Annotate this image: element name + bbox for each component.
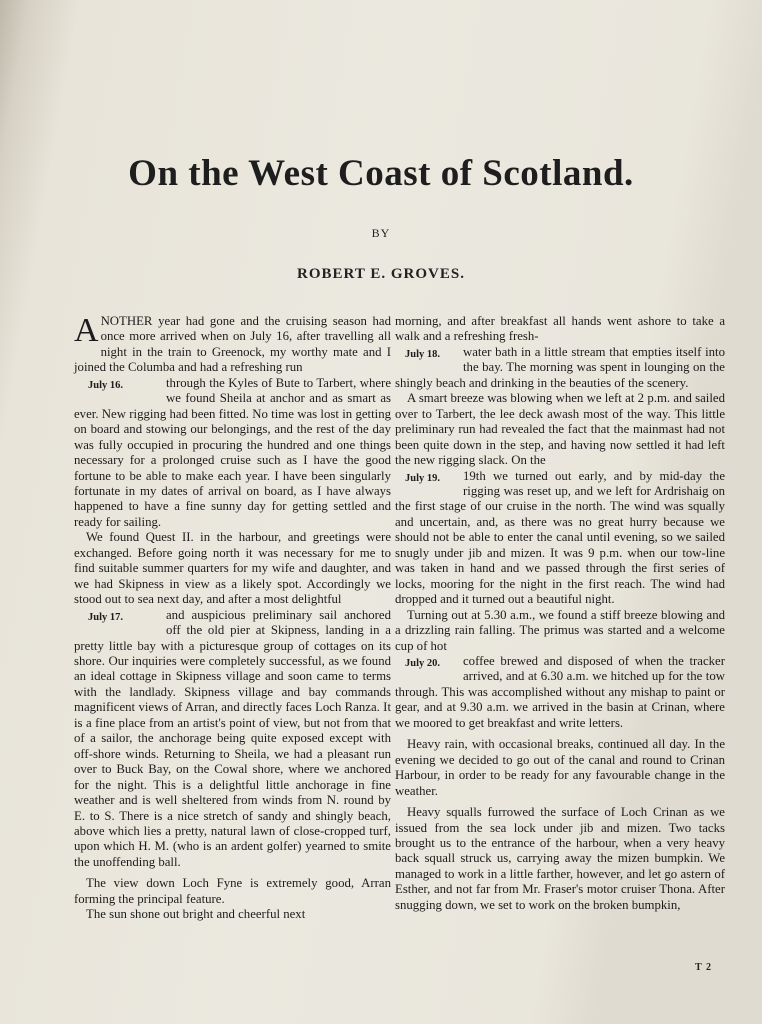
margin-date: July 17. [88,611,124,623]
paragraph-text: We found Quest II. in the harbour, and greetings were exchanged. Before going north it was necessary for me to find suitable summer quarters for my wife and daughter, and we had Skipness in view as a likely spot. Accordingly we stood out to sea next day, and after a most delightful [74,530,391,607]
article-title: On the West Coast of Scotland. [128,153,634,194]
paragraph-text: A smart breeze was blowing when we left at 2 p.m. and sailed over to Tarbert, the lee deck awash most of the way. This little preliminary run had revealed the fact that the mainmast had not been quite down in the step, and having now settled it had left the new rigging slack. On the [395,391,725,468]
paragraph-text: Heavy squalls furrowed the surface of Loch Crinan as we issued from the sea lock under jib and mizen. Two tacks brought us to the entrance of the harbour, when a very heavy back squall struck us, carrying away the mizen bumpkin. We managed to work in a little farther, however, and let go astern of Esther, and not far from Mr. Fraser's motor cruiser Thona. After snugging down, we set to work on the broken bumpkin, [395,805,725,912]
paragraph-text: NOTHER year had gone and the cruising season had once more arrived when on July 16, after travelling all night in the train to Greenock, my worthy mate and I joined the Columba and had a refreshing run [74,314,391,375]
paragraph [395,608,725,654]
margin-date: July 19. [405,472,441,484]
byline: BY [371,226,391,240]
margin-date: July 18. [405,348,441,360]
paragraph-text: Heavy rain, with occasional breaks, continued all day. In the evening we decided to go out of the canal and round to Crinan Harbour, in order to be ready for any favourable change in the weather. [395,737,725,798]
margin-date: July 16. [88,379,124,391]
paragraph-text: The sun shone out bright and cheerful next [86,907,306,922]
paragraph-text: water bath in a little stream that empties itself into the bay. The morning was spent in lounging on the shingly beach and drinking in the beauties of the scenery. [395,344,725,390]
paragraph [395,469,725,608]
paragraph-text: The view down Loch Fyne is extremely good, Arran forming the principal feature. [74,876,391,906]
paragraph-text: 19th we turned out early, and by mid-day the rigging was reset up, and we left for Ardrishaig on the first stage of our cruise in the north. The wind was squally and uncertain, and, as there was no great hurry because we should not be able to enter the canal until evening, so we sailed snugly under jib and mizen. It was 9 p.m. when our tow-line was taken in hand and we passed through the first series of locks, mooring for the night in the first reach. The wind had dropped and it turned out a beautiful night. [395,468,725,607]
paragraph-text: coffee brewed and disposed of when the tracker arrived, and at 6.30 a.m. we hitched up for the tow through. This was accomplished without any mishap to paint or gear, and at 9.30 a.m. we arrived in the basin at Crinan, where we moored to get breakfast and write letters. [395,653,725,730]
paragraph-text: through the Kyles of Bute to Tarbert, where we found Sheila at anchor and as smart as ever. New rigging had been fitted. No time was lost in getting on board and stowing our belongings, and the rest of the day was fully occupied in procuring the hundred and one things necessary for a prolonged cruise such as I have the good fortune to be able to make each year. I have been singularly fortunate in my dates of arrival on board, as I have always happened to have a fine sunny day for getting settled and ready for sailing. [74,375,391,529]
paragraph [395,314,725,345]
paragraph [395,654,725,731]
paragraph [74,907,391,922]
paragraph [74,876,391,907]
paragraph [74,376,391,531]
paragraph [395,805,725,913]
paragraph [395,737,725,799]
author-name: ROBERT E. GROVES. [297,266,465,282]
paragraph [395,391,725,468]
margin-date: July 20. [405,657,441,669]
paragraph [395,345,725,391]
paragraph [74,530,391,607]
left-column [74,314,391,923]
paragraph-text: morning, and after breakfast all hands went ashore to take a walk and a refreshing fresh- [395,314,725,344]
paragraph-text: Turning out at 5.30 a.m., we found a stiff breeze blowing and a drizzling rain falling. The primus was started and a welcome cup of hot [395,607,725,653]
paragraph [74,314,391,376]
paragraph-text: and auspicious preliminary sail anchored off the old pier at Skipness, landing in a pretty little bay with a picturesque group of cottages on its shore. Our inquiries were completely successful, as we found an ideal cottage in Skipness village and soon came to terms with the landlady. Skipness village and bay commands magnificent views of Arran, and directly faces Loch Ranza. It is a fine place from an artist's point of view, but not from that of a sailor, the anchorage being quite exposed except with off-shore winds. Returning to Sheila, we had a pleasant run over to Buck Bay, on the Cowal shore, where we anchored for the night. This is a delightful little anchorage in fine weather and is well sheltered from winds from N. round by E. to S. There is a nice stretch of sandy and shingly beach, above which lies a pretty, natural lawn of close-cropped turf, upon which H. M. (who is an ardent golfer) yearned to smite the unoffending ball. [74,607,391,869]
right-column [395,314,725,913]
drop-cap: A [74,312,99,349]
signature-mark: T 2 [695,962,712,973]
paragraph [74,608,391,871]
